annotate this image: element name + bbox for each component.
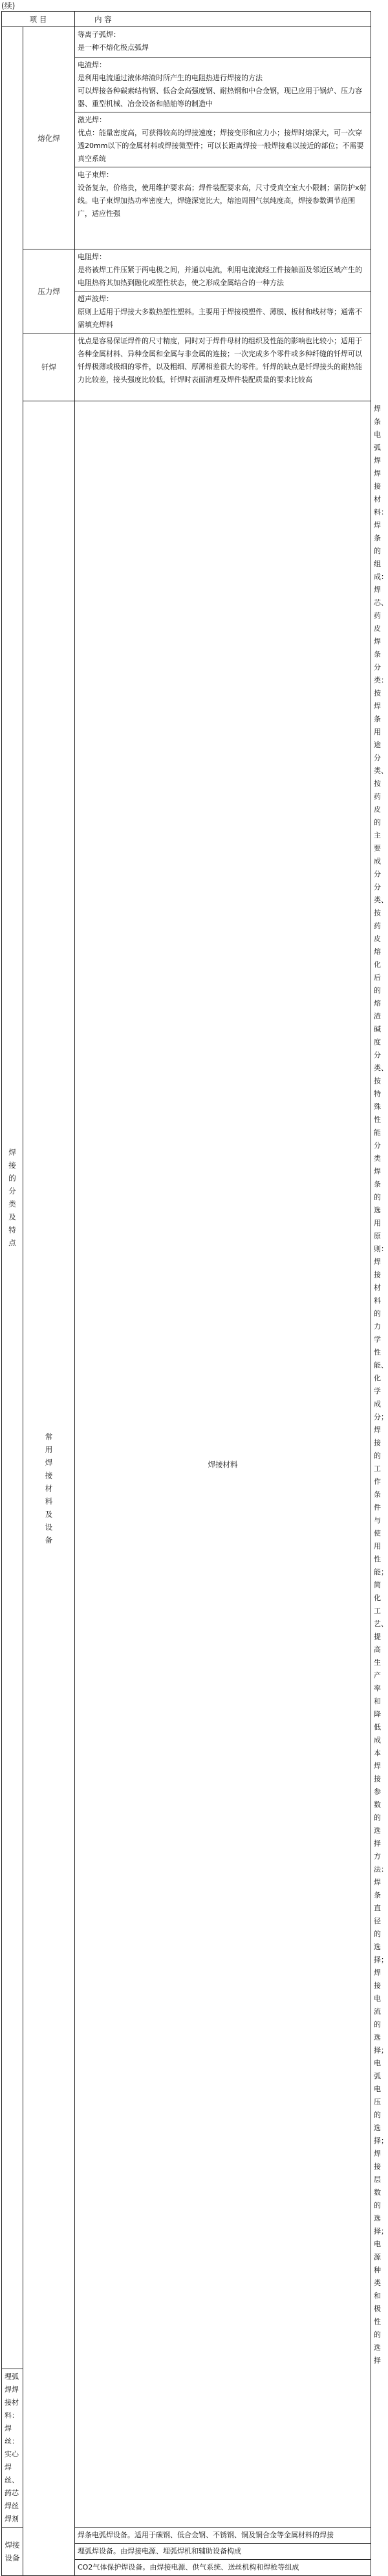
content-line: 焊条电弧焊设备。适用于碳钢、低合金钢、不锈钢、铜及铜合金等金属材料的焊接: [78, 2531, 334, 2539]
content-line: 是一种不熔化极点弧焊: [78, 43, 149, 52]
content-line: 优点是容易保证焊件的尺寸精度，同时对于焊件母材的组织及性能的影响也比较小；适用于各种金属材料、异种金属和金属与非金属的连接；一次完成多个零件或多种纤缝的钎焊可以钎焊极薄或极细的零件，以及粗细、厚薄相差很大的零件。钎焊的缺点是钎焊接头的耐热能力比较差，接头强度比较低，钎焊时表面清理及焊件装配质量的要求比较高: [78, 337, 362, 384]
content-cell: [75, 2528, 371, 2544]
content-cell: [75, 2544, 371, 2560]
content-line: 超声波焊：: [78, 295, 113, 303]
content-cell: [75, 112, 371, 167]
category-label: 常用焊接材料及设备: [45, 1431, 53, 1545]
content-line: 原则上适用于焊接大多数热塑性塑料。主要用于焊接模塑件、薄膜、板材和线材等；通常不需填充焊料: [78, 308, 362, 329]
subcategory-cell: 压力焊: [23, 249, 75, 333]
content-line: 等离子弧焊：: [78, 30, 120, 39]
content-line: 是利用电流通过液体熔渣时所产生的电阻热进行焊接的方法: [78, 74, 263, 82]
content-cell: [75, 333, 371, 401]
content-line: 埋弧焊设备。由焊接电源、埋弧焊机和辅助设备构成: [78, 2547, 241, 2555]
content-line: 可以焊接各种碳素结构钢、低合金高强度钢、耐热钢和中合金钢，现已应用于锅炉、压力容器、重型机械、冶金设备和船舶等的制造中: [78, 87, 362, 108]
content-cell: [75, 27, 371, 58]
content-cell: [75, 2560, 371, 2576]
category-cell: [23, 401, 75, 2576]
content-cell: [2, 2369, 23, 2528]
subcategory-cell: 熔化焊: [23, 27, 75, 249]
continued-label: (续): [1, 1, 16, 10]
content-line: 焊丝：实心焊丝、药芯焊丝焊剂: [5, 2424, 19, 2523]
content-line: 设备复杂，价格贵，使用维护要求高；焊件装配要求高，尺寸受真空室大小限制；需防护x射线。电子束焊加热功率密度大，焊缝深宽比大，熔池周围气氛纯度高，焊接参数调节范围广，适应性强: [78, 184, 367, 218]
content-line: 优点：能量密度高，可获得较高的焊接速度；焊接变形和应力小；接焊时熔深大，可一次穿透20mm以下的金属材料或焊接微型件；可以长距离焊接一般焊接难以接近的部位；不需要真空系统: [78, 129, 364, 163]
category-label: 焊接的分类及特点: [8, 1148, 16, 1247]
subcategory-cell: 焊接材料: [75, 401, 371, 2528]
category-cell: [2, 27, 23, 2369]
content-line: CO2气体保护焊设备。由焊接电源、供气系统、送丝机构和焊枪等组成: [78, 2563, 299, 2571]
content-line: 是将被焊工件压紧于两电极之间，并通以电流，利用电流流经工件接触面及邻近区域产生的电阻热将其加热到融化或塑性状态，使之形成金属结合的一种方法: [78, 266, 362, 287]
subcategory-cell: 焊接设备: [2, 2528, 23, 2576]
content-cell: [75, 58, 371, 112]
content-line: 激光焊：: [78, 116, 106, 124]
header-content: 内 容: [75, 12, 371, 27]
content-cell: [75, 291, 371, 333]
content-cell: [75, 249, 371, 291]
header-item: 项 目: [2, 12, 75, 27]
content-cell: [75, 167, 371, 249]
welding-table: 项 目 内 容 焊接的分类及特点 熔化焊 等离子弧焊： 是一种不熔化极点弧焊 电渣焊： 是利用电流通过液体熔渣时所产生的电阻热进行焊接的方法 可以焊接各种碳素结构钢、低合金高强度钢、耐热钢和中合金钢，现已应用于锅炉、压力容器、重型机械、冶金设备和船舶等的制造中 激光焊： 优点：能量密度高，可获得较高的焊接速度；焊接变形和应力小；接焊时熔深大，可一次穿透20mm以下的金属材料或焊接微型件；可以长距离焊接一般焊接难以接近的部位；不需要真空系统 电子束焊： 设备复杂，价格贵，使用维护要求高；焊件装配要求高，尺寸受真空室大小限制；需防护x射线。电子束焊加热功率密度大，焊缝深宽比大，熔池周围气氛纯度高，焊接参数调节范围广，适应性强 压力焊 电阻焊： 是将被焊工件压紧于两电极之间，并通以电流，利用电流流经工件接触面及邻近区域产生的电阻热将其加热到融化或塑性状态，使之形成金属结合的一种方法 超声波焊： 原则上适用于焊接大多数热塑性塑料。主要用于焊接模塑件、薄膜、板材和线材等；通常不需填充焊料 钎焊 优点是容易保证焊件的尺寸精度，同时对于焊件母材的组织及性能的影响也比较小；适用于各种金属材料、异种金属和金属与非金属的连接；一次完成多个零件或多种纤缝的钎焊可以钎焊极薄或极细的零件，以及粗细、厚薄相差很大的零件。钎焊的缺点是钎焊接头的耐热能力比较差，接头强度比较低，钎焊时表面清理及焊件装配质量的要求比较高 常用焊接材料及设备 焊接材料 焊条电弧焊焊接材料： 焊条的组成：焊芯、药皮 焊条分类：按焊条用途分类、按药皮的主要成分分类、按药皮熔化后的熔渣碱度分类、按特殊性能分类 焊条的选用原则：焊接材料的力学性能、化学成分；焊接的工作条件与使用性能；简化工艺、提高生产率和降低成本 焊接参数的选择方法：焊条直径的选择；焊接电流的选择；电弧电压的选择；焊接层数的选择；电源种类和极性的选择 埋弧焊焊接材料： 焊丝：实心焊丝、药芯焊丝焊剂 焊接设备 焊条电弧焊设备。适用于碳钢、低合金钢、不锈钢、铜及铜合金等金属材料的焊接 埋弧焊设备。由焊接电源、埋弧焊机和辅助设备构成 CO2气体保护焊设备。由焊接电源、供气系统、送丝机构和焊枪等组成: [1, 11, 371, 2576]
content-line: 电子束焊：: [78, 171, 113, 179]
content-line: 埋弧焊焊接材料：: [5, 2372, 19, 2420]
subcategory-cell: 钎焊: [23, 333, 75, 401]
content-line: 电阻焊：: [78, 253, 106, 261]
content-line: 电渣焊：: [78, 61, 106, 69]
table-header-row: [2, 12, 371, 27]
